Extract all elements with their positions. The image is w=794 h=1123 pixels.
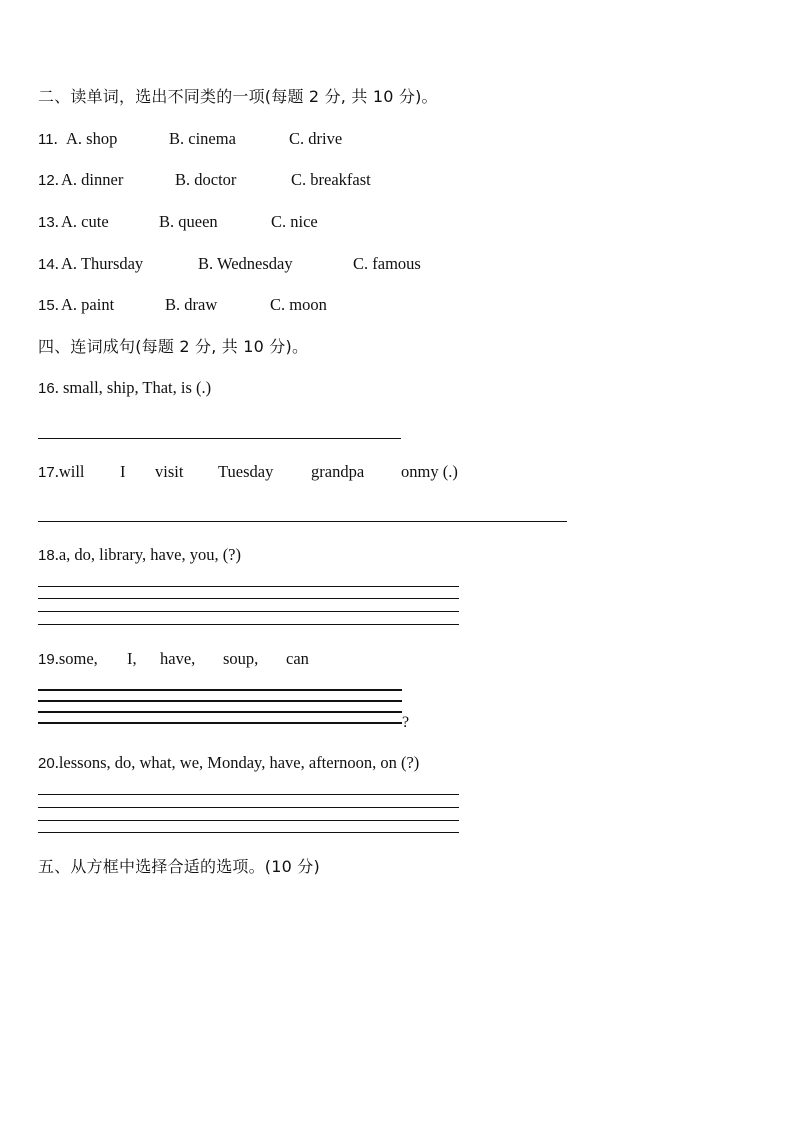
word: onmy (.)	[401, 462, 458, 481]
word: have,	[160, 649, 196, 668]
option-b: B. cinema	[169, 129, 236, 148]
answer-line	[38, 611, 459, 612]
section-2-heading: 二、读单词，选出不同类的一项(每题 2 分, 共 10 分)。	[38, 87, 438, 106]
option-c: C. nice	[271, 212, 318, 231]
word: .will	[54, 462, 85, 481]
question-number: 20	[38, 755, 55, 772]
question-number: 12	[38, 172, 55, 189]
option-c: C. famous	[353, 254, 421, 273]
option-b: B. draw	[165, 295, 218, 314]
word: visit	[155, 462, 184, 481]
word: grandpa	[311, 462, 365, 481]
word: I,	[127, 649, 137, 668]
question-number: 17	[38, 464, 55, 481]
answer-line	[38, 820, 459, 821]
question-words: .lessons, do, what, we, Monday, have, afternoon, on (?)	[54, 753, 420, 772]
question-separator: .	[54, 212, 59, 231]
question-separator: .	[53, 129, 58, 148]
question-20	[38, 753, 419, 774]
answer-line	[38, 689, 402, 691]
question-separator: .	[54, 254, 59, 273]
question-19	[38, 649, 309, 670]
answer-line	[38, 722, 402, 724]
question-number: 13	[38, 214, 55, 231]
question-number: 14	[38, 256, 55, 273]
answer-line	[38, 711, 402, 713]
word: .some,	[54, 649, 98, 668]
section-4-heading: 四、连词成句(每题 2 分, 共 10 分)。	[38, 337, 309, 356]
option-b: B. queen	[159, 212, 218, 231]
question-separator: .	[54, 295, 59, 314]
question-15	[38, 295, 327, 316]
option-a: A. paint	[61, 295, 115, 314]
option-b: B. Wednesday	[198, 254, 293, 273]
option-c: C. drive	[289, 129, 343, 148]
option-a: A. dinner	[61, 170, 124, 189]
word: can	[286, 649, 309, 668]
question-number: 18	[38, 547, 55, 564]
word: Tuesday	[218, 462, 274, 481]
question-12	[38, 170, 371, 191]
question-11	[38, 129, 343, 150]
option-a: A. cute	[61, 212, 109, 231]
answer-line	[38, 586, 459, 587]
answer-line	[38, 832, 459, 833]
question-separator: .	[54, 170, 59, 189]
answer-line	[38, 521, 567, 522]
answer-line	[38, 438, 401, 439]
option-c: C. moon	[270, 295, 327, 314]
question-number: 11	[38, 131, 54, 148]
question-18	[38, 545, 241, 566]
question-14	[38, 254, 421, 275]
option-b: B. doctor	[175, 170, 237, 189]
question-13	[38, 212, 318, 233]
question-number: 16	[38, 380, 55, 397]
question-number: 15	[38, 297, 55, 314]
question-number: 19	[38, 651, 55, 668]
section-5-heading: 五、从方框中选择合适的选项。(10 分)	[38, 857, 320, 876]
word: I	[120, 462, 126, 481]
answer-line	[38, 794, 459, 795]
question-words: .a, do, library, have, you, (?)	[54, 545, 242, 564]
option-a: A. Thursday	[61, 254, 144, 273]
option-a: A. shop	[66, 129, 118, 148]
question-mark: ?	[402, 714, 410, 731]
option-c: C. breakfast	[291, 170, 371, 189]
answer-line	[38, 624, 459, 625]
answer-line	[38, 807, 459, 808]
question-17	[38, 462, 458, 483]
word: soup,	[223, 649, 259, 668]
question-words: . small, ship, That, is (.)	[54, 378, 212, 397]
answer-line	[38, 700, 402, 702]
answer-line	[38, 598, 459, 599]
question-16	[38, 378, 211, 399]
